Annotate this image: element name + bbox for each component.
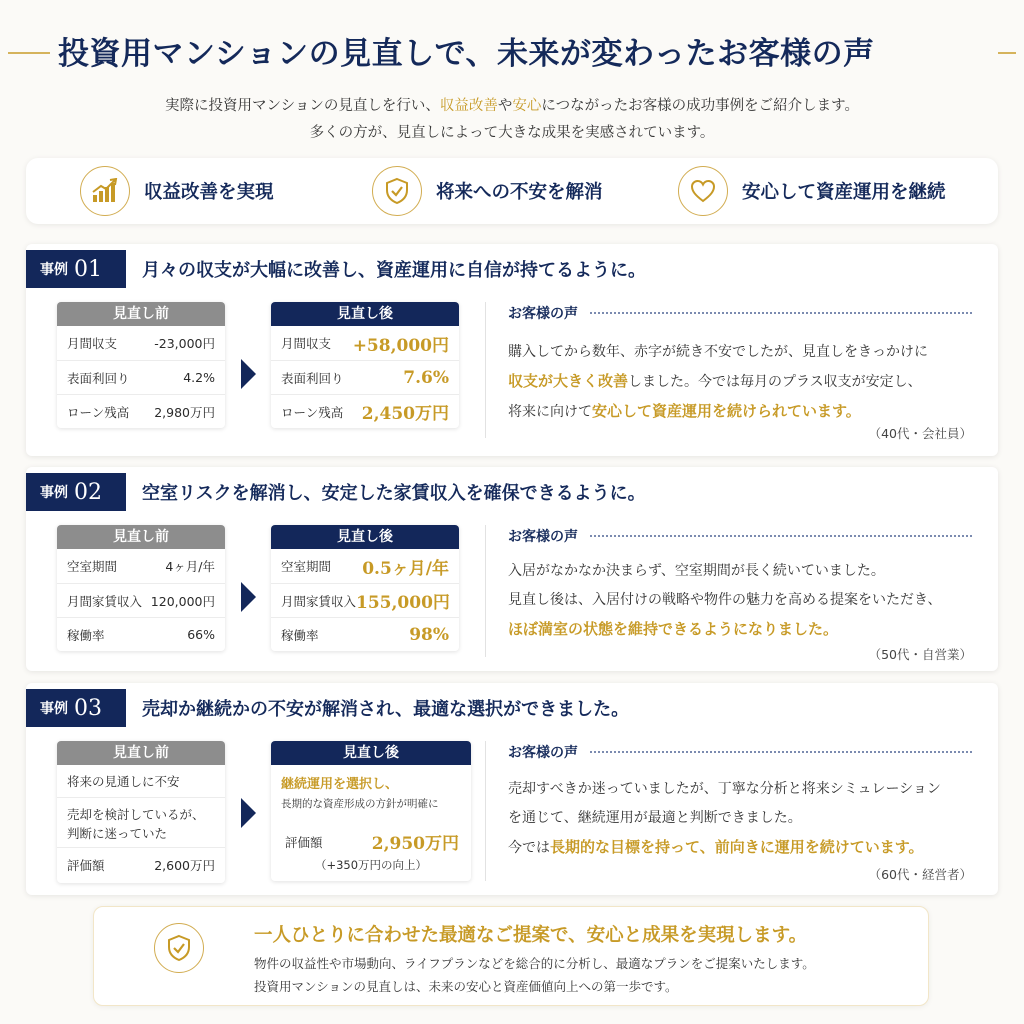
- case-number: 02: [74, 479, 102, 505]
- voice-text: 今では: [508, 840, 550, 856]
- case-headline: 売却か継続かの不安が解消され、最適な選択ができました。: [142, 699, 630, 720]
- benefit-item-anxiety: [372, 166, 603, 216]
- after-box: [271, 741, 471, 881]
- voice-line: [508, 833, 972, 863]
- shield-check-icon: [372, 166, 422, 216]
- voice-line: [508, 615, 972, 645]
- voice-title: お客様の声: [508, 745, 578, 761]
- row-label: 稼働率: [281, 627, 319, 643]
- voice-line: 売却すべきか迷っていましたが、丁寧な分析と将来シミュレーション: [508, 781, 941, 797]
- benefit-item-revenue: [80, 166, 274, 216]
- after-header: 見直し後: [271, 525, 459, 549]
- shield-check-icon: [154, 923, 204, 973]
- divider: [485, 302, 486, 438]
- divider: [485, 741, 486, 881]
- voice-text: しました。今では毎月のプラス収支が安定し、: [628, 374, 922, 390]
- arrow-right-icon: [241, 359, 256, 389]
- table-row: [271, 360, 459, 394]
- before-header: 見直し前: [57, 302, 225, 326]
- row-label: 空室期間: [281, 559, 332, 574]
- closing-message: [93, 906, 929, 1006]
- voice-title: お客様の声: [508, 306, 578, 322]
- voice-line: 購入してから数年、赤字が続き不安でしたが、見直しをきっかけに: [508, 344, 928, 360]
- before-header: 見直し前: [57, 525, 225, 549]
- row-value: 2,450万円: [361, 404, 449, 424]
- voice-highlight: 収支が大きく改善: [508, 372, 629, 390]
- table-row: [57, 765, 225, 797]
- table-row: [57, 549, 225, 583]
- row-value: 2,600万円: [154, 857, 215, 873]
- voice-highlight: 安心して資産運用を続けられています。: [592, 402, 861, 420]
- row-value: +58,000円: [352, 335, 449, 356]
- heart-icon: [678, 166, 728, 216]
- voice-header: [508, 741, 972, 763]
- row-label: 月間家賃収入: [281, 593, 357, 609]
- voice-line: 入居がなかなか決まらず、空室期間が長く続いていました。: [508, 563, 885, 579]
- row-value: 155,000円: [356, 593, 450, 613]
- table-row: [57, 583, 225, 617]
- closing-line: 投資用マンションの見直しは、未来の安心と資産価値向上への第一歩です。: [254, 979, 678, 994]
- after-content: [271, 765, 471, 811]
- case-tag: [26, 250, 126, 288]
- table-row: [271, 549, 459, 583]
- customer-voice: [508, 525, 972, 662]
- customer-voice: [508, 741, 972, 882]
- after-summary: 継続運用を選択し、: [281, 777, 399, 792]
- after-detail: 長期的な資産形成の方針が明確に: [281, 798, 439, 810]
- table-row: [57, 617, 225, 651]
- intro-text: [0, 93, 1024, 147]
- row-label: 売却を検討しているが、: [67, 807, 205, 822]
- case-tag-label: 事例: [40, 701, 68, 717]
- voice-line: [508, 367, 972, 397]
- before-header: 見直し前: [57, 741, 225, 765]
- title-decoration-right: [998, 52, 1016, 54]
- row-value: 2,950万円: [371, 834, 459, 854]
- page-header: [0, 24, 1024, 80]
- benefit-label: 安心して資産運用を継続: [742, 182, 946, 203]
- voice-body: [508, 338, 972, 427]
- row-value: 120,000円: [150, 593, 215, 609]
- after-header: 見直し後: [271, 302, 459, 326]
- table-row: [57, 360, 225, 394]
- case-card-03: [26, 683, 998, 895]
- case-tag-label: 事例: [40, 485, 68, 501]
- case-number: 03: [74, 695, 102, 721]
- chart-up-icon: [80, 166, 130, 216]
- table-row: [57, 326, 225, 360]
- row-label: ローン残高: [281, 404, 344, 420]
- intro-text-part: 実際に投資用マンションの見直しを行い、: [165, 98, 440, 114]
- table-row: [57, 394, 225, 428]
- table-row: [271, 583, 459, 617]
- divider: [485, 525, 486, 657]
- voice-highlight: 長期的な目標を持って、前向きに運用を続けています。: [550, 838, 924, 856]
- before-box: [57, 741, 225, 883]
- voice-title: お客様の声: [508, 529, 578, 545]
- after-header: 見直し後: [271, 741, 471, 765]
- intro-line-1: [0, 93, 1024, 120]
- intro-text-part: や: [497, 98, 513, 114]
- table-row: [271, 617, 459, 651]
- voice-line: [508, 397, 972, 427]
- table-row: [271, 326, 459, 360]
- row-value: 98%: [409, 624, 449, 645]
- case-tag: [26, 473, 126, 511]
- valuation-increase: （+350万円の向上）: [314, 858, 428, 872]
- row-value: 4.2%: [183, 370, 215, 385]
- customer-voice: [508, 302, 972, 441]
- row-label: 空室期間: [67, 559, 118, 574]
- benefit-label: 将来への不安を解消: [436, 182, 603, 203]
- customer-profile: （60代・経営者）: [868, 867, 972, 882]
- benefit-label: 収益改善を実現: [144, 182, 274, 203]
- row-label: 表面利回り: [67, 370, 130, 386]
- row-value: 66%: [187, 627, 215, 642]
- voice-header: [508, 302, 972, 324]
- row-value: 2,980万円: [154, 404, 215, 420]
- row-label: 判断に迷っていた: [67, 826, 168, 841]
- title-decoration-left: [8, 52, 50, 54]
- closing-line: 物件の収益性や市場動向、ライフプランなどを総合的に分析し、最適なプランをご提案いたします。: [254, 956, 815, 971]
- case-card-01: [26, 244, 998, 456]
- benefit-item-continue: [678, 166, 946, 216]
- voice-body: [508, 557, 972, 645]
- table-row: [57, 847, 225, 881]
- dotted-rule: [590, 312, 972, 314]
- after-box: [271, 525, 459, 651]
- arrow-right-icon: [241, 798, 256, 828]
- row-value: 4ヶ月/年: [165, 559, 215, 574]
- row-label: 評価額: [285, 834, 323, 850]
- row-value: -23,000円: [154, 336, 215, 351]
- closing-title: 一人ひとりに合わせた最適なご提案で、安心と成果を実現します。: [254, 925, 808, 946]
- dotted-rule: [590, 751, 972, 753]
- table-row: [57, 797, 225, 847]
- dotted-rule: [590, 535, 972, 537]
- row-value: 7.6%: [403, 367, 449, 388]
- row-label: 将来の見通しに不安: [67, 774, 180, 789]
- page-title: 投資用マンションの見直しで、未来が変わったお客様の声: [58, 36, 875, 72]
- row-label: 月間家賃収入: [67, 593, 143, 609]
- row-label: 評価額: [67, 857, 105, 873]
- arrow-right-icon: [241, 582, 256, 612]
- intro-line-2: 多くの方が、見直しによって大きな成果を実感されています。: [309, 125, 715, 141]
- row-label: ローン残高: [67, 404, 130, 420]
- case-tag-label: 事例: [40, 262, 68, 278]
- case-headline: 空室リスクを解消し、安定した家賃収入を確保できるように。: [142, 483, 646, 504]
- before-box: [57, 525, 225, 651]
- voice-line: を通じて、継続運用が最適と判断できました。: [508, 810, 802, 826]
- case-number: 01: [74, 256, 102, 282]
- row-label: 月間収支: [67, 336, 118, 351]
- customer-profile: （40代・会社員）: [868, 426, 972, 441]
- row-label: 稼働率: [67, 627, 105, 643]
- customer-profile: （50代・自営業）: [868, 647, 972, 662]
- row-label: 表面利回り: [281, 370, 344, 386]
- case-tag: [26, 689, 126, 727]
- voice-text: 将来に向けて: [508, 404, 592, 420]
- intro-highlight: 安心: [512, 98, 542, 114]
- after-box: [271, 302, 459, 428]
- intro-text-part: につながったお客様の成功事例をご紹介します。: [541, 98, 859, 114]
- benefits-bar: [26, 158, 998, 224]
- voice-highlight: ほぼ満室の状態を維持できるようになりました。: [508, 620, 839, 638]
- table-row: [271, 394, 459, 428]
- closing-text: [254, 952, 815, 998]
- voice-header: [508, 525, 972, 547]
- intro-highlight: 収益改善: [439, 98, 498, 114]
- case-headline: 月々の収支が大幅に改善し、資産運用に自信が持てるように。: [142, 260, 646, 281]
- before-box: [57, 302, 225, 428]
- voice-body: [508, 775, 972, 863]
- row-value: 0.5ヶ月/年: [362, 558, 449, 579]
- voice-line: 見直し後は、入居付けの戦略や物件の魅力を高める提案をいただき、: [508, 592, 942, 608]
- row-label: 月間収支: [281, 336, 332, 351]
- after-valuation: [285, 829, 459, 854]
- case-card-02: [26, 467, 998, 671]
